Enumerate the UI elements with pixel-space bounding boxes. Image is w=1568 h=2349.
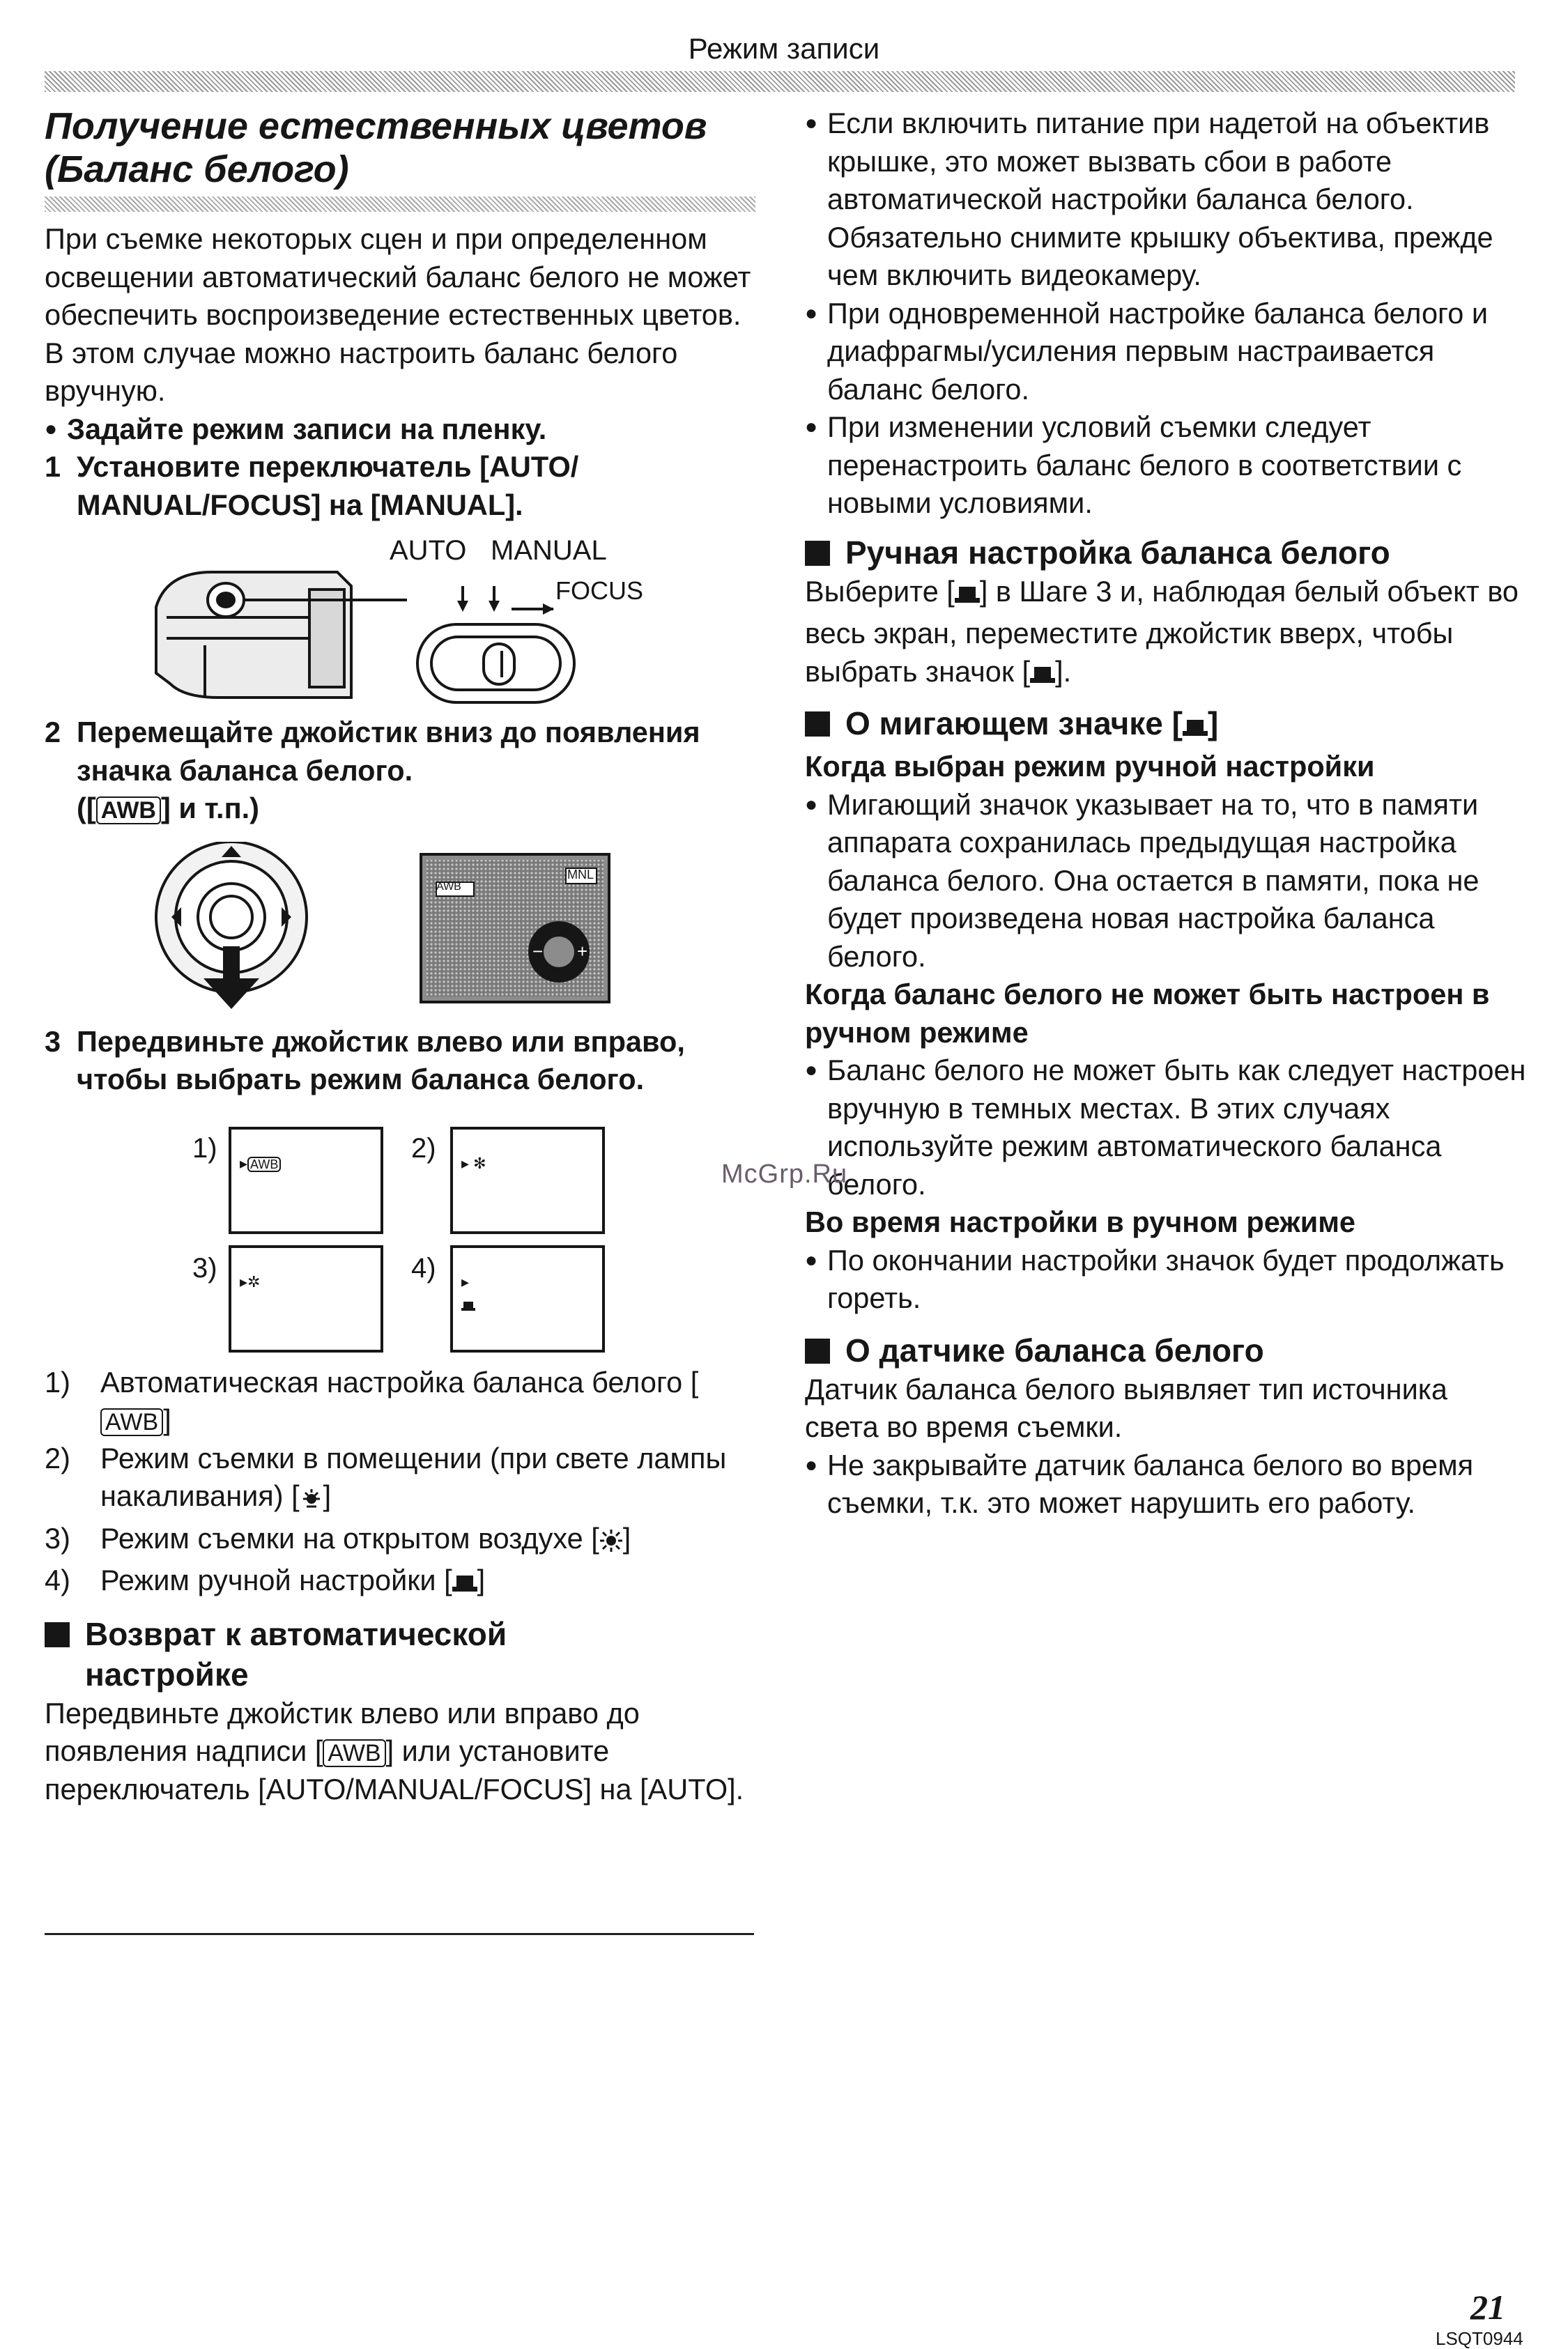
- svg-text:+: +: [577, 940, 588, 962]
- indoor-mode-icon: ▸ ✻: [461, 1154, 486, 1172]
- mode-list: [45, 1364, 755, 1604]
- outdoor-mode-icon: ▸✲: [240, 1272, 261, 1291]
- viewfinder-awb-icon: AWB: [436, 880, 461, 893]
- page-number: 21: [1470, 2288, 1505, 2327]
- joystick-figure: [45, 842, 755, 1016]
- step-2: 2 Перемещайте джойстик вниз до появления значка баланса белого. ([ AWB ] и т.п.): [45, 716, 700, 824]
- switch-figure: [45, 534, 755, 708]
- return-paragraph: Передвиньте джойстик влево или вправо до появления надписи [ AWB ] или установите переключатель [AUTO/MANUAL/FOCUS] на [AUTO].: [45, 1696, 744, 1805]
- intro-paragraph: При съемке некоторых сцен и при определенном освещении автоматический баланс белого не может обеспечить воспроизведение естественных цветов. В этом случае можно настроить баланс белого вручную.: [45, 222, 751, 407]
- subheading-cannot-set: Когда баланс белого не может быть настроен в ручном режиме: [805, 978, 1490, 1049]
- sensor-paragraph: Датчик баланса белого выявляет тип источника света во время съемки.: [805, 1372, 1447, 1443]
- awb-icon: AWB: [323, 1739, 385, 1767]
- label-auto: AUTO: [390, 535, 467, 566]
- watermark: McGrp.Ru: [721, 1160, 848, 1189]
- subheading-manual-selected: Когда выбран режим ручной настройки: [805, 750, 1375, 783]
- section-title: Получение естественных цветов (Баланс белого): [45, 105, 707, 190]
- mode-item-auto: 1) Автоматическая настройка баланса белого [AWB ]: [45, 1365, 699, 1436]
- manual-mode-icon: ▸: [461, 1263, 475, 1313]
- running-header: Режим записи: [688, 32, 880, 65]
- screen-number-4: 4): [411, 1252, 436, 1284]
- viewfinder-mnl-label: MNL: [567, 867, 594, 881]
- sun-icon: [599, 1524, 623, 1562]
- manual-wb-icon: [452, 1566, 477, 1604]
- title-underband: [45, 197, 755, 212]
- joystick-illustration: [45, 842, 755, 1016]
- sensor-heading: О датчике баланса белого: [805, 1330, 1526, 1371]
- indoor-icon: [300, 1481, 323, 1520]
- awb-mode-icon: ▸ AWB: [240, 1145, 281, 1183]
- left-column: [45, 105, 755, 1808]
- awb-icon: AWB: [96, 796, 161, 824]
- manual-wb-icon: [955, 577, 980, 615]
- screen-outdoor: [229, 1245, 383, 1353]
- bullet-sensor: ● Не закрывайте датчик баланса белого во время съемки, т.к. это может нарушить его работу.: [805, 1447, 1526, 1523]
- mode-item-manual: 4) Режим ручной настройки [ ]: [45, 1562, 755, 1604]
- screen-number-2: 2): [411, 1132, 436, 1164]
- header-band: [45, 71, 1515, 92]
- screen-awb: [229, 1127, 383, 1234]
- bullet-dark-places: ● Баланс белого не может быть как следует настроен вручную в темных местах. В этих случаях используйте режим автоматического баланса белого.: [805, 1052, 1526, 1203]
- right-column: [805, 105, 1526, 1523]
- svg-text:−: −: [532, 940, 544, 962]
- subheading-during-setup: Во время настройки в ручном режиме: [805, 1206, 1355, 1238]
- awb-icon: AWB: [100, 1408, 163, 1436]
- bullet-icon-stays: ● По окончании настройки значок будет продолжать гореть.: [805, 1242, 1526, 1318]
- bullet-blinking: ● Мигающий значок указывает на то, что в памяти аппарата сохранилась предыдущая настройка баланса белого. Она остается в памяти, пока не будет произведена новая настройка баланса белого.: [805, 786, 1526, 976]
- bullet-conditions: ● При изменении условий съемки следует перенастроить баланс белого в соответствии с новыми условиями.: [805, 408, 1526, 523]
- screen-indoor: [450, 1127, 605, 1234]
- step-1: 1 Установите переключатель [AUTO/ MANUAL/FOCUS] на [MANUAL].: [45, 450, 579, 521]
- screen-number-3: 3): [192, 1252, 217, 1284]
- screen-manual: [450, 1245, 605, 1353]
- mode-item-indoor: 2) Режим съемки в помещении (при свете лампы накаливания) [ ]: [45, 1440, 755, 1520]
- blink-heading: О мигающем значке [ ]: [805, 703, 1526, 748]
- mode-item-outdoor: 3) Режим съемки на открытом воздухе [ ]: [45, 1520, 755, 1562]
- return-heading: Возврат к автоматической настройке: [45, 1614, 755, 1695]
- bullet-simultaneous: ● При одновременной настройке баланса белого и диафрагмы/усиления первым настраивается баланс белого.: [805, 295, 1526, 409]
- document-code: LSQT0944: [1436, 2328, 1523, 2349]
- step-3: 3 Передвиньте джойстик влево или вправо, чтобы выбрать режим баланса белого.: [45, 1024, 685, 1095]
- label-focus: FOCUS: [555, 576, 643, 605]
- bullet-tape-mode: ● Задайте режим записи на пленку.: [45, 410, 755, 449]
- manual-wb-icon: [1030, 657, 1055, 695]
- bullet-lens-cap: ● Если включить питание при надетой на объектив крышке, это может вызвать сбои в работе автоматической настройки баланса белого. Обязательно снимите крышку объектива, прежде чем включить видеокамеру.: [805, 105, 1526, 295]
- label-manual: MANUAL: [491, 535, 607, 566]
- screen-number-1: 1): [192, 1132, 217, 1164]
- manual-paragraph: Выберите [ ] в Шаге 3 и, наблюдая белый объект во весь экран, переместите джойстик вверх, чтобы выбрать значок [ ].: [805, 573, 1526, 695]
- mode-screens: [45, 1127, 755, 1364]
- manual-wb-icon: [1183, 707, 1208, 748]
- column-end-rule: [45, 1933, 754, 1935]
- manual-heading: Ручная настройка баланса белого: [805, 532, 1526, 573]
